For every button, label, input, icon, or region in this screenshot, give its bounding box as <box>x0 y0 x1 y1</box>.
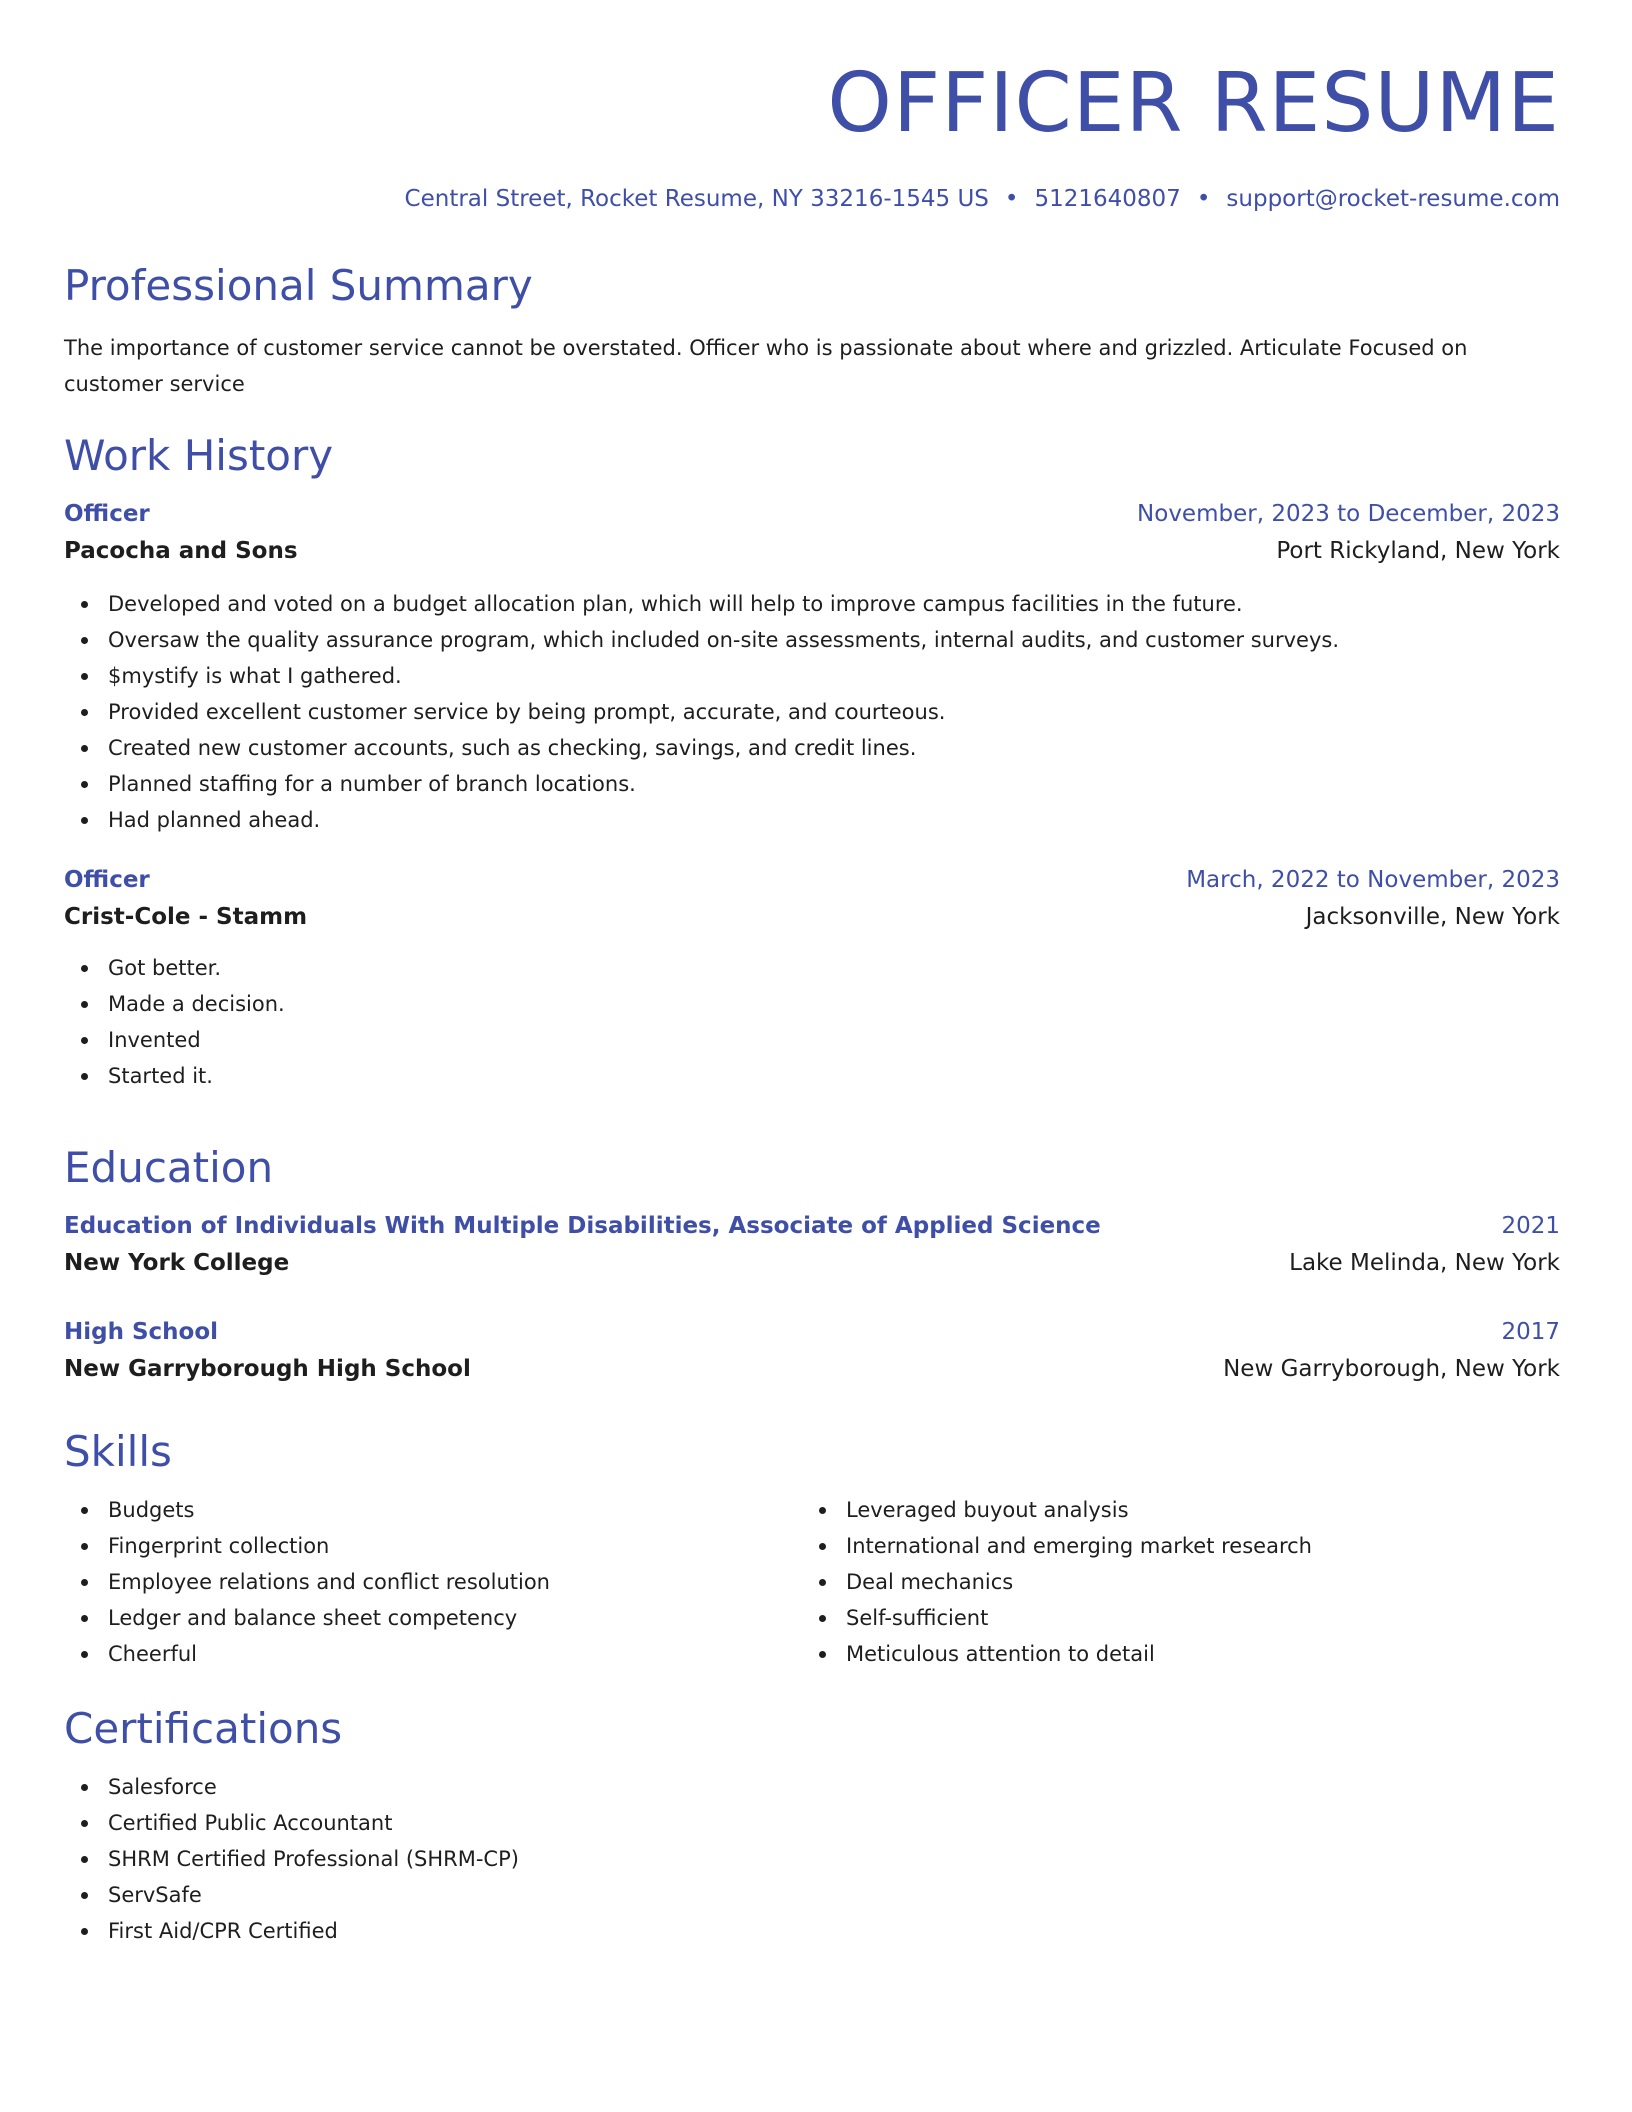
job-entry <box>64 862 1560 1094</box>
certifications-heading: Certifications <box>64 1704 343 1753</box>
work-history-section <box>64 430 1560 1094</box>
contact-separator: • <box>1004 186 1019 212</box>
job-bullets <box>64 950 1560 1094</box>
job-entry <box>64 496 1560 838</box>
job-bullet: Got better. <box>64 950 1560 986</box>
job-dates: March, 2022 to November, 2023 <box>1186 867 1560 893</box>
education-entry <box>64 1208 1560 1282</box>
skills-list-right <box>802 1492 1540 1672</box>
certification-item: First Aid/CPR Certified <box>64 1913 1560 1949</box>
job-bullet: Created new customer accounts, such as checking, savings, and credit lines. <box>64 730 1560 766</box>
job-title: Officer <box>64 501 150 527</box>
contact-line <box>64 184 1560 214</box>
education-degree: Education of Individuals With Multiple Disabilities, Associate of Applied Science <box>64 1213 1101 1239</box>
job-bullet: Provided excellent customer service by being prompt, accurate, and courteous. <box>64 694 1560 730</box>
skill-item: Meticulous attention to detail <box>802 1636 1540 1672</box>
job-bullet: Developed and voted on a budget allocation plan, which will help to improve campus facilities in the future. <box>64 586 1560 622</box>
job-bullet: Invented <box>64 1022 1560 1058</box>
job-bullet: Had planned ahead. <box>64 802 1560 838</box>
job-bullet: Oversaw the quality assurance program, which included on-site assessments, internal audits, and customer surveys. <box>64 622 1560 658</box>
skill-item: Self-sufficient <box>802 1600 1540 1636</box>
skills-heading: Skills <box>64 1427 172 1476</box>
job-location: Port Rickyland, New York <box>1276 538 1560 564</box>
skill-item: Ledger and balance sheet competency <box>64 1600 802 1636</box>
resume-page <box>64 0 1560 1943</box>
job-bullet: $mystify is what I gathered. <box>64 658 1560 694</box>
education-section <box>64 1142 1560 1388</box>
job-bullet: Planned staffing for a number of branch locations. <box>64 766 1560 802</box>
skill-item: Cheerful <box>64 1636 802 1672</box>
skills-list-left <box>64 1492 802 1672</box>
education-school: New York College <box>64 1250 290 1276</box>
job-title: Officer <box>64 867 150 893</box>
summary-section <box>64 260 1560 402</box>
skill-item: Deal mechanics <box>802 1564 1540 1600</box>
job-bullet: Made a decision. <box>64 986 1560 1022</box>
skill-item: Employee relations and conflict resolution <box>64 1564 802 1600</box>
education-location: Lake Melinda, New York <box>1289 1250 1560 1276</box>
certifications-list <box>64 1769 1560 1949</box>
skills-section <box>64 1426 1560 1672</box>
resume-title: OFFICER RESUME <box>827 56 1560 151</box>
certification-item: Salesforce <box>64 1769 1560 1805</box>
education-year: 2017 <box>1501 1319 1560 1345</box>
summary-heading: Professional Summary <box>64 261 533 310</box>
job-location: Jacksonville, New York <box>1305 904 1560 930</box>
skill-item: Budgets <box>64 1492 802 1528</box>
job-dates: November, 2023 to December, 2023 <box>1137 501 1560 527</box>
skill-item: Leveraged buyout analysis <box>802 1492 1540 1528</box>
certification-item: Certified Public Accountant <box>64 1805 1560 1841</box>
education-year: 2021 <box>1501 1213 1560 1239</box>
summary-text: The importance of customer service cannot be overstated. Officer who is passionate about where and grizzled. Articulate Focused on customer service <box>64 336 1468 396</box>
job-company: Crist-Cole - Stamm <box>64 904 308 930</box>
education-entry <box>64 1314 1560 1388</box>
certification-item: ServSafe <box>64 1877 1560 1913</box>
certifications-section <box>64 1703 1560 1949</box>
contact-separator: • <box>1196 186 1211 212</box>
job-company: Pacocha and Sons <box>64 538 298 564</box>
job-bullets <box>64 586 1560 838</box>
job-bullet: Started it. <box>64 1058 1560 1094</box>
contact-email[interactable]: support@rocket-resume.com <box>1226 186 1560 212</box>
skill-item: Fingerprint collection <box>64 1528 802 1564</box>
contact-address: Central Street, Rocket Resume, NY 33216-1545 US <box>404 186 989 212</box>
work-history-heading: Work History <box>64 431 334 480</box>
education-heading: Education <box>64 1143 274 1192</box>
education-location: New Garryborough, New York <box>1223 1356 1560 1382</box>
certification-item: SHRM Certified Professional (SHRM-CP) <box>64 1841 1560 1877</box>
education-degree: High School <box>64 1319 219 1345</box>
contact-phone[interactable]: 5121640807 <box>1034 186 1181 212</box>
skill-item: International and emerging market research <box>802 1528 1540 1564</box>
education-school: New Garryborough High School <box>64 1356 471 1382</box>
